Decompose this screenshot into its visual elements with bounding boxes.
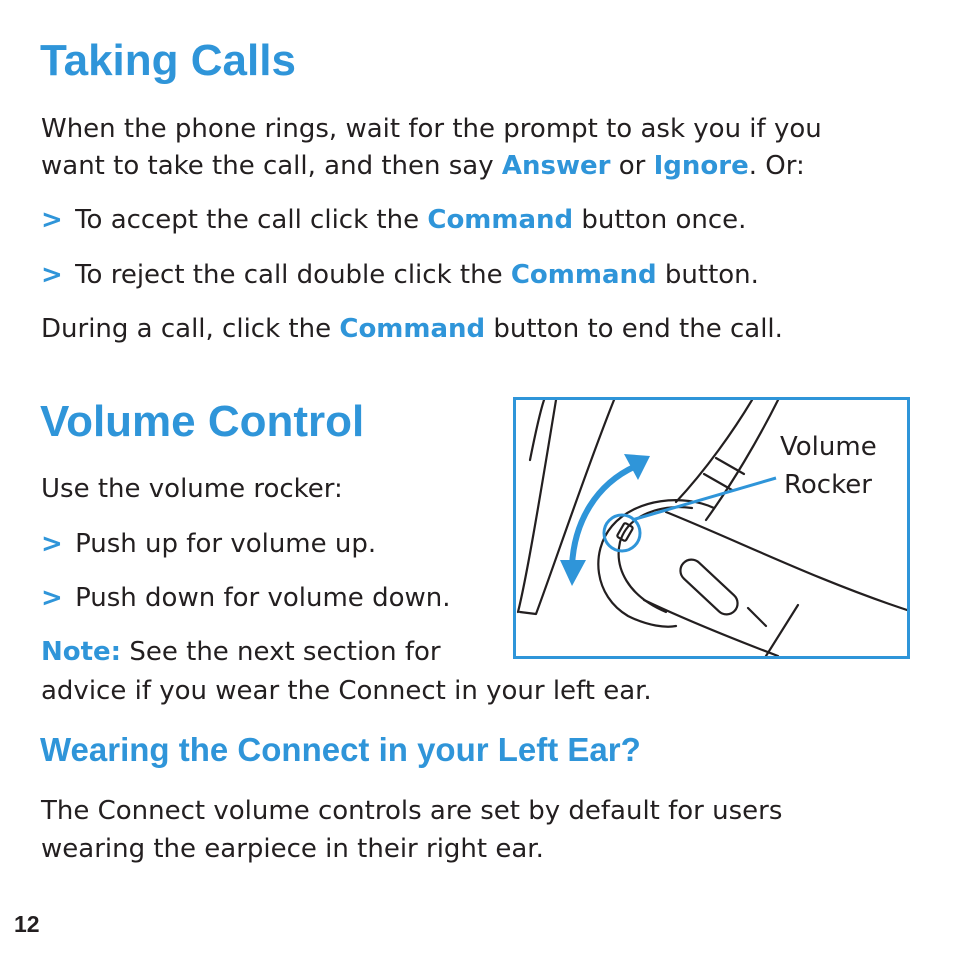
body-inner-curve xyxy=(619,507,692,612)
bullet-text-pre: To reject the call double click the xyxy=(75,260,511,290)
bullet-text-post: button once. xyxy=(573,205,747,235)
command-keyword: Command xyxy=(427,205,574,235)
volume-intro: Use the volume rocker: xyxy=(41,474,343,504)
bullet-marker: > xyxy=(41,583,63,613)
page-number: 12 xyxy=(14,911,40,937)
answer-keyword: Answer xyxy=(501,151,611,181)
volume-rocker-label-line1: Volume xyxy=(780,432,877,462)
bullet-marker: > xyxy=(41,260,63,290)
volume-control-heading: Volume Control xyxy=(40,397,365,446)
volume-rocker-figure xyxy=(513,397,910,659)
volume-arrow-head-down xyxy=(560,560,586,586)
volume-up-bullet xyxy=(41,526,376,563)
command-keyword: Command xyxy=(339,314,486,344)
note-text: See the next section for xyxy=(121,637,441,667)
volume-down-bullet xyxy=(41,580,451,617)
volume-rocker-label-line2: Rocker xyxy=(784,470,872,500)
note-label: Note: xyxy=(41,637,122,667)
note-line1 xyxy=(41,634,441,671)
housing-tick xyxy=(748,608,766,626)
during-call-text xyxy=(41,311,783,348)
stem-left xyxy=(676,400,752,502)
during-text-post: button to end the call. xyxy=(485,314,783,344)
left-ear-line1: The Connect volume controls are set by default for users xyxy=(41,796,783,826)
bullet-marker: > xyxy=(41,529,63,559)
reject-call-bullet xyxy=(41,257,759,294)
bullet-text: Push down for volume down. xyxy=(75,583,451,613)
intro-text-pre: want to take the call, and then say xyxy=(41,151,502,181)
during-text-pre: During a call, click the xyxy=(41,314,340,344)
bullet-text: Push up for volume up. xyxy=(75,529,377,559)
ear-hook-outer xyxy=(530,400,544,460)
or-text: or xyxy=(610,151,654,181)
taking-calls-heading: Taking Calls xyxy=(40,36,296,85)
left-ear-line2: wearing the earpiece in their right ear. xyxy=(41,834,544,864)
ignore-keyword: Ignore xyxy=(653,151,749,181)
intro-text-post: . Or: xyxy=(748,151,805,181)
accept-call-bullet xyxy=(41,202,746,239)
bullet-marker: > xyxy=(41,205,63,235)
housing-end xyxy=(766,605,798,656)
note-line2: advice if you wear the Connect in your left ear. xyxy=(41,676,652,706)
command-keyword: Command xyxy=(510,260,657,290)
left-ear-heading: Wearing the Connect in your Left Ear? xyxy=(40,731,641,768)
bullet-text-pre: To accept the call click the xyxy=(75,205,428,235)
bullet-text-post: button. xyxy=(656,260,759,290)
taking-calls-intro-line1: When the phone rings, wait for the prompt to ask you if you xyxy=(41,114,822,144)
command-button-oval xyxy=(676,555,742,619)
stem-band-1 xyxy=(716,458,744,474)
stem-band-2 xyxy=(704,474,732,490)
housing-bottom xyxy=(644,600,778,656)
callout-leader-line xyxy=(632,478,776,520)
taking-calls-intro-line2 xyxy=(41,148,805,185)
